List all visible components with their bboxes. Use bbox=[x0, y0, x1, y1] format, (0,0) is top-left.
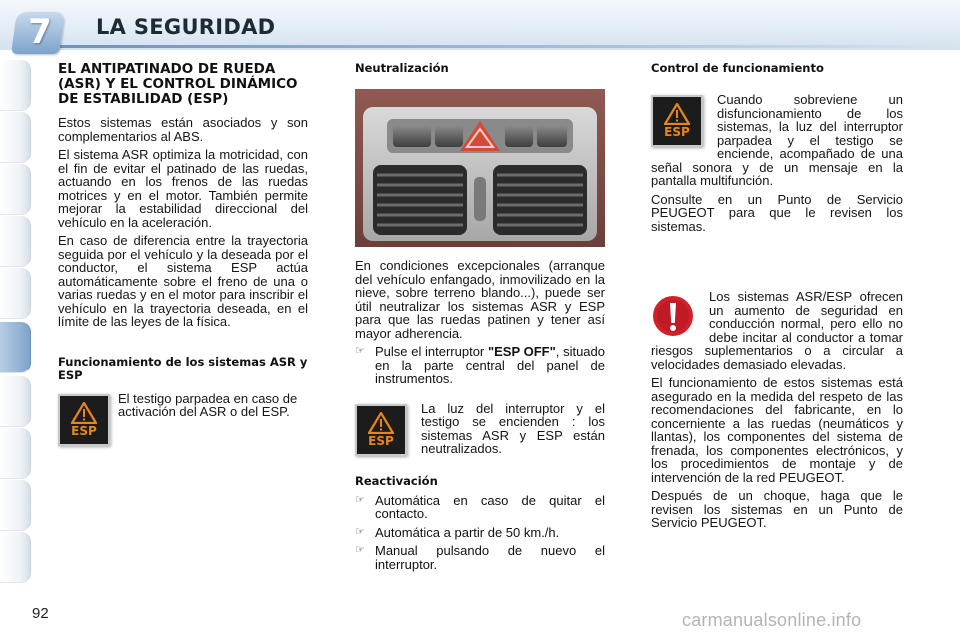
esp-off-label: "ESP OFF" bbox=[487, 344, 556, 359]
page-number: 92 bbox=[32, 605, 49, 622]
pointing-hand-icon: ☞ bbox=[355, 544, 365, 556]
paragraph: El testigo parpadea en caso de activación del ASR o del ESP. bbox=[118, 390, 298, 419]
side-tab-7-active[interactable] bbox=[0, 322, 31, 373]
side-tab-2[interactable] bbox=[0, 112, 31, 163]
dashboard-esp-switch-photo bbox=[355, 89, 605, 247]
bullet-item: ☞ Automática en caso de quitar el contacto. bbox=[355, 492, 605, 521]
column-3 bbox=[651, 62, 903, 535]
paragraph: Los sistemas ASR/ESP ofrecen un aumento de seguridad en conducción normal, pero ello no debe incitar al conductor a tomar riesgos suplementarios o a circular a velocidades demasiado elevadas. bbox=[651, 289, 903, 372]
paragraph: En condiciones excepcionales (arranque del vehículo enfangado, inmovilizado en la nieve, sobre terreno blando...), puede ser útil neutralizar los sistemas ASR y ESP para que las ruedas patinen y tener así mayor adherencia. bbox=[355, 258, 605, 341]
header-underline bbox=[60, 45, 960, 48]
paragraph: La luz del interruptor y el testigo se encienden : los sistemas ASR y ESP están neutralizados. bbox=[421, 400, 605, 456]
paragraph: Cuando sobreviene un disfuncionamiento de los sistemas, la luz del interruptor parpadea y el testigo se enciende, acompañado de una señal sonora y de un mensaje en la pantalla multifunción. bbox=[651, 92, 903, 188]
esp-warning-light-icon bbox=[355, 404, 407, 456]
esp-label: ESP bbox=[664, 125, 690, 139]
paragraph: El sistema ASR optimiza la motricidad, con el fin de evitar el patinado de las ruedas, actuando en los frenos de las ruedas motrices y en el motor. También permite mejorar la estabilidad direccional del vehículo en la aceleración. bbox=[58, 147, 308, 230]
side-tab-8[interactable] bbox=[0, 376, 31, 427]
subheading-reactivacion: Reactivación bbox=[355, 473, 438, 488]
exclamation-warning-icon bbox=[651, 294, 695, 338]
esp-label: ESP bbox=[368, 433, 394, 448]
side-tab-5[interactable] bbox=[0, 268, 31, 319]
bullet-item: ☞ Pulse el interruptor "ESP OFF", situado en la parte central del panel de instrumentos. bbox=[355, 344, 605, 386]
warning-triangle-icon bbox=[71, 402, 97, 424]
warning-triangle-icon bbox=[664, 103, 690, 125]
bullet-item: ☞ Manual pulsando de nuevo el interruptor. bbox=[355, 543, 605, 572]
dashboard-illustration bbox=[355, 89, 605, 247]
pointing-hand-icon: ☞ bbox=[355, 493, 365, 506]
watermark: carmanualsonline.info bbox=[682, 610, 862, 630]
side-tab-4[interactable] bbox=[0, 216, 31, 267]
paragraph: Estos sistemas están asociados y son complementarios al ABS. bbox=[58, 115, 308, 144]
subheading-control-funcionamiento: Control de funcionamiento bbox=[651, 61, 824, 75]
subheading-neutralizacion: Neutralización bbox=[355, 61, 449, 75]
page-title: LA SEGURIDAD bbox=[96, 15, 276, 39]
esp-warning-light-icon bbox=[651, 95, 703, 147]
column-1 bbox=[58, 62, 308, 448]
paragraph: Después de un choque, haga que le revisen los sistemas en un Punto de Servicio PEUGEOT. bbox=[651, 488, 903, 530]
side-tab-9[interactable] bbox=[0, 428, 31, 479]
column-2 bbox=[355, 62, 605, 576]
section-heading-asr-esp: EL ANTIPATINADO DE RUEDA (ASR) Y EL CONTROL DINÁMICO DE ESTABILIDAD (ESP) bbox=[58, 61, 298, 107]
side-tab-1[interactable] bbox=[0, 60, 31, 111]
pointing-hand-icon: ☞ bbox=[355, 345, 365, 357]
side-tab-10[interactable] bbox=[0, 480, 31, 531]
esp-warning-light-icon bbox=[58, 394, 110, 446]
side-tab-3[interactable] bbox=[0, 164, 31, 215]
chapter-number: 7 bbox=[28, 12, 52, 52]
bullet-item: ☞ Automática a partir de 50 km./h. bbox=[355, 524, 560, 540]
side-tab-11[interactable] bbox=[0, 532, 31, 583]
paragraph: El funcionamiento de estos sistemas está asegurado en la medida del respeto de las recomendaciones del fabricante, en lo concerniente a las ruedas (neumáticos y llantas), los componentes del sistema de frenada, los componentes electrónicos, y los procedimientos de montaje y de intervención de la red PEUGEOT. bbox=[651, 375, 903, 485]
pointing-hand-icon: ☞ bbox=[355, 525, 365, 538]
subheading-funcionamiento: Funcionamiento de los sistemas ASR y ESP bbox=[58, 354, 308, 382]
paragraph: En caso de diferencia entre la trayectoria seguida por el vehículo y la deseada por el conductor, el sistema ESP actúa automáticamente sobre el freno de una o varias ruedas y en el motor para inscribir el vehículo en la trayectoria deseada, en el límite de las leyes de la física. bbox=[58, 233, 308, 329]
side-tabs bbox=[0, 60, 34, 580]
paragraph: Consulte en un Punto de Servicio PEUGEOT para que le revisen los sistemas. bbox=[651, 191, 903, 234]
warning-triangle-icon bbox=[368, 412, 394, 434]
esp-label: ESP bbox=[71, 423, 97, 438]
